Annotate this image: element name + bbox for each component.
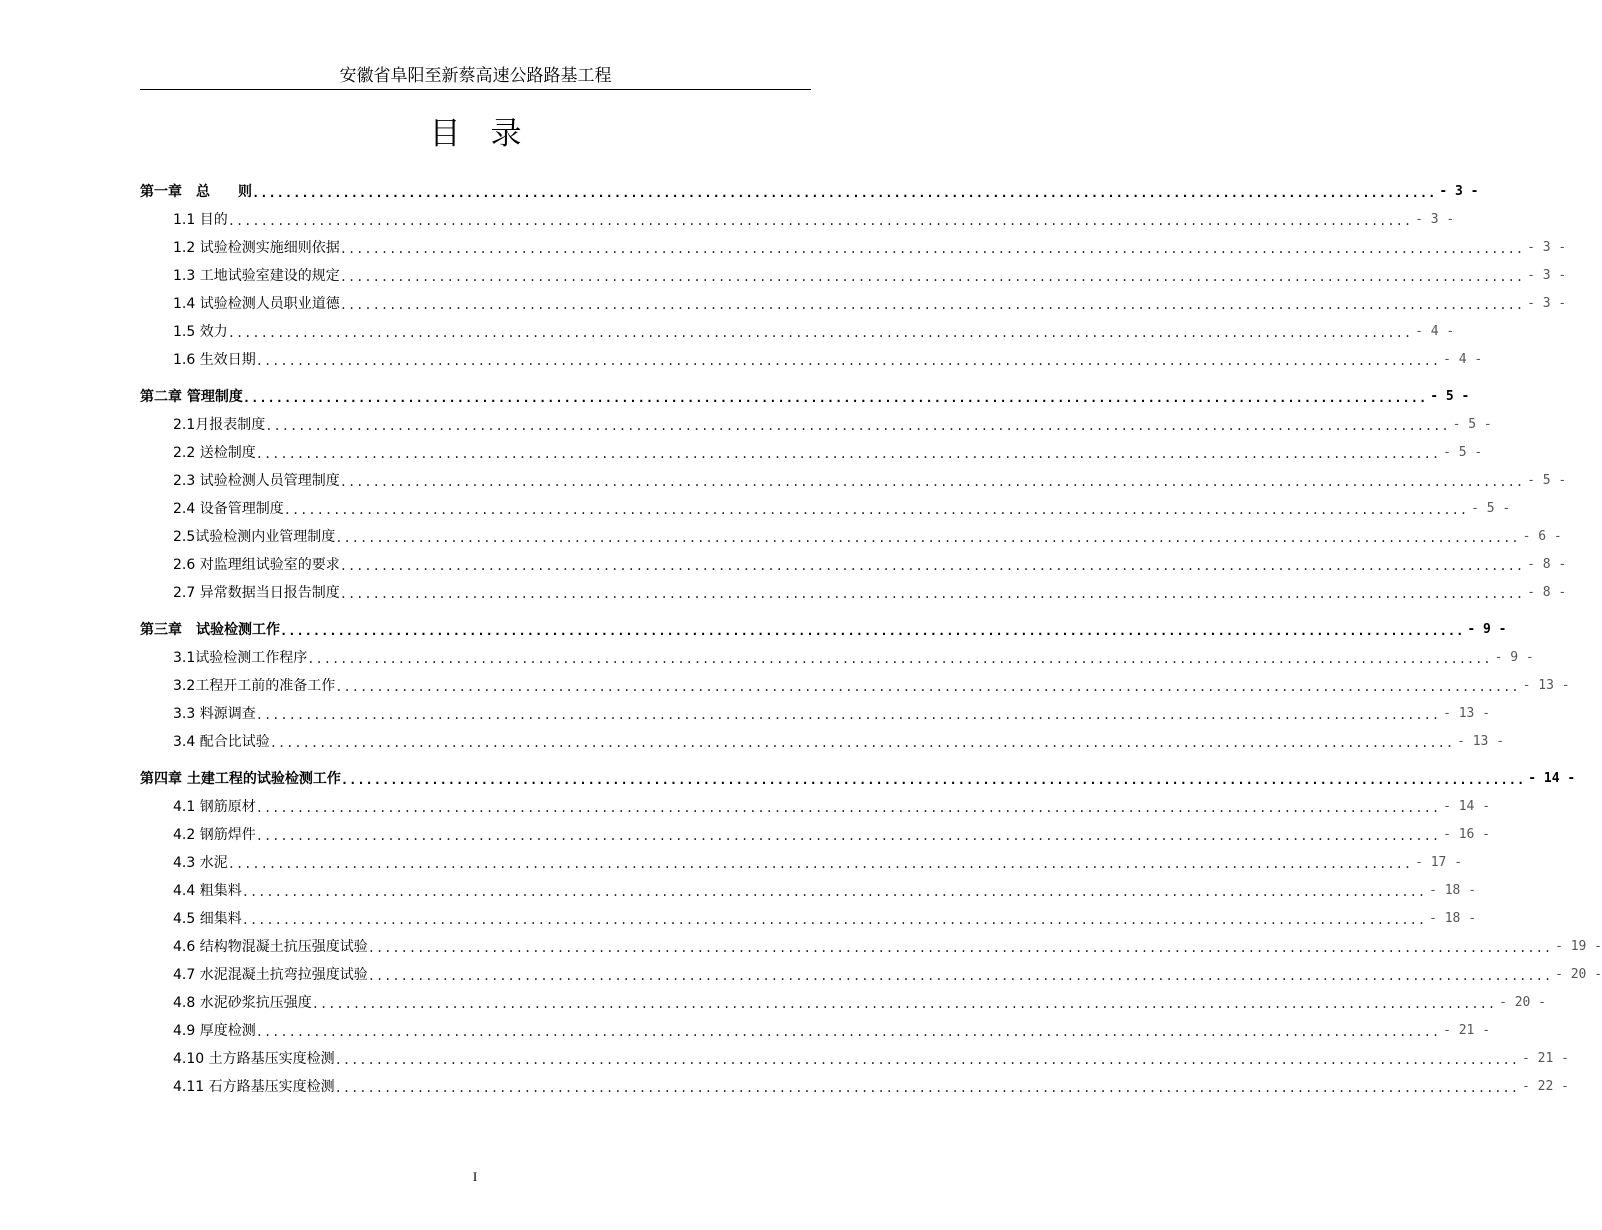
toc-section-entry[interactable]: [173, 469, 1567, 491]
toc-entry-page: - 16 -: [1443, 827, 1491, 842]
toc-section-entry[interactable]: [173, 497, 1511, 519]
toc-entry-page: - 14 -: [1528, 771, 1576, 786]
toc-entry-label: 3.3 料源调查: [173, 706, 256, 722]
toc-leader-dots: ................................................................................................................................................: [339, 587, 1525, 601]
toc-section-entry[interactable]: [173, 1047, 1569, 1069]
toc-entry-label: 1.1 目的: [173, 212, 228, 228]
toc-entry-label: 1.4 试验检测人员职业道德: [173, 296, 340, 312]
toc-leader-dots: ................................................................................................................................................: [340, 773, 1526, 787]
toc-entry-page: - 4 -: [1415, 324, 1455, 339]
toc-entry-page: - 3 -: [1527, 240, 1567, 255]
toc-chapter-entry[interactable]: [140, 180, 1479, 202]
toc-section-entry[interactable]: [173, 646, 1534, 668]
toc-leader-dots: ................................................................................................................................................: [241, 913, 1427, 927]
page-number: I: [472, 1169, 478, 1184]
toc-entry-label: 4.4 粗集料: [173, 883, 242, 899]
header-rule: [140, 89, 811, 90]
toc-entry-page: - 13 -: [1443, 706, 1491, 721]
toc-entry-page: - 19 -: [1555, 939, 1602, 954]
toc-entry-label: 1.5 效力: [173, 324, 228, 340]
toc-section-entry[interactable]: [173, 702, 1491, 724]
toc-leader-dots: ................................................................................................................................................: [265, 419, 1450, 433]
toc-entry-label: 2.2 送检制度: [173, 445, 256, 461]
toc-entry-page: - 18 -: [1429, 883, 1477, 898]
toc-leader-dots: ................................................................................................................................................: [227, 326, 1413, 340]
toc-section-entry[interactable]: [173, 823, 1491, 845]
toc-entry-page: - 8 -: [1527, 585, 1567, 600]
toc-entry-label: 2.6 对监理组试验室的要求: [173, 557, 340, 573]
toc-leader-dots: ................................................................................................................................................: [280, 624, 1465, 638]
toc-entry-label: 2.4 设备管理制度: [173, 501, 284, 517]
toc-section-entry[interactable]: [173, 674, 1570, 696]
toc-section-entry[interactable]: [173, 236, 1567, 258]
toc-section-entry[interactable]: [173, 935, 1602, 957]
toc-chapter-entry[interactable]: [140, 385, 1470, 407]
toc-entry-label: 4.10 土方路基压实度检测: [173, 1051, 335, 1067]
toc-entry-label: 3.2工程开工前的准备工作: [173, 678, 336, 694]
toc-section-entry[interactable]: [173, 441, 1483, 463]
toc-entry-label: 4.5 细集料: [173, 911, 242, 927]
toc-leader-dots: ................................................................................................................................................: [334, 1081, 1519, 1095]
toc-section-entry[interactable]: [173, 208, 1455, 230]
toc-entry-page: - 5 -: [1527, 473, 1567, 488]
toc-entry-label: 4.11 石方路基压实度检测: [173, 1079, 335, 1095]
toc-leader-dots: ................................................................................................................................................: [307, 652, 1492, 666]
toc-leader-dots: ................................................................................................................................................: [339, 475, 1525, 489]
toc-entry-label: 第一章 总 则: [140, 184, 252, 200]
toc-leader-dots: ................................................................................................................................................: [227, 857, 1413, 871]
toc-leader-dots: ................................................................................................................................................: [339, 559, 1525, 573]
toc-entry-page: - 17 -: [1415, 855, 1463, 870]
toc-entry-page: - 5 -: [1443, 445, 1483, 460]
toc-section-entry[interactable]: [173, 320, 1455, 342]
toc-leader-dots: ................................................................................................................................................: [335, 531, 1520, 545]
toc-section-entry[interactable]: [173, 1075, 1569, 1097]
running-header: 安徽省阜阳至新蔡高速公路路基工程: [339, 66, 612, 85]
toc-leader-dots: ................................................................................................................................................: [242, 391, 1428, 405]
toc-leader-dots: ................................................................................................................................................: [367, 941, 1553, 955]
toc-entry-page: - 21 -: [1443, 1023, 1491, 1038]
toc-entry-page: - 21 -: [1521, 1051, 1569, 1066]
toc-entry-page: - 5 -: [1471, 501, 1511, 516]
toc-section-entry[interactable]: [173, 795, 1491, 817]
toc-entry-label: 2.3 试验检测人员管理制度: [173, 473, 340, 489]
toc-leader-dots: ................................................................................................................................................: [339, 242, 1525, 256]
toc-entry-page: - 13 -: [1457, 734, 1505, 749]
toc-leader-dots: ................................................................................................................................................: [339, 270, 1525, 284]
toc-entry-label: 4.7 水泥混凝土抗弯拉强度试验: [173, 967, 368, 983]
toc-entry-label: 1.6 生效日期: [173, 352, 256, 368]
toc-section-entry[interactable]: [173, 963, 1602, 985]
toc-entry-page: - 14 -: [1443, 799, 1491, 814]
toc-entry-label: 第三章 试验检测工作: [140, 622, 280, 638]
toc-leader-dots: ................................................................................................................................................: [255, 1025, 1441, 1039]
toc-section-entry[interactable]: [173, 525, 1562, 547]
toc-leader-dots: ................................................................................................................................................: [283, 503, 1469, 517]
toc-leader-dots: ................................................................................................................................................: [334, 1053, 1519, 1067]
toc-entry-page: - 3 -: [1527, 296, 1567, 311]
toc-entry-page: - 5 -: [1430, 389, 1470, 404]
toc-entry-label: 2.5试验检测内业管理制度: [173, 529, 336, 545]
toc-leader-dots: ................................................................................................................................................: [255, 354, 1441, 368]
toc-leader-dots: ................................................................................................................................................: [339, 298, 1525, 312]
toc-entry-label: 第二章 管理制度: [140, 389, 243, 405]
toc-entry-page: - 4 -: [1443, 352, 1483, 367]
toc-entry-label: 1.3 工地试验室建设的规定: [173, 268, 340, 284]
toc-leader-dots: ................................................................................................................................................: [269, 736, 1455, 750]
toc-entry-label: 3.1试验检测工作程序: [173, 650, 308, 666]
toc-leader-dots: ................................................................................................................................................: [335, 680, 1520, 694]
toc-chapter-entry[interactable]: [140, 767, 1576, 789]
toc-section-entry[interactable]: [173, 348, 1483, 370]
toc-entry-label: 3.4 配合比试验: [173, 734, 270, 750]
toc-entry-page: - 20 -: [1555, 967, 1602, 982]
toc-leader-dots: ................................................................................................................................................: [227, 214, 1413, 228]
toc-section-entry[interactable]: [173, 581, 1567, 603]
toc-entry-label: 2.1月报表制度: [173, 417, 266, 433]
toc-leader-dots: ................................................................................................................................................: [255, 708, 1441, 722]
toc-section-entry[interactable]: [173, 730, 1505, 752]
toc-section-entry[interactable]: [173, 292, 1567, 314]
toc-section-entry[interactable]: [173, 879, 1477, 901]
toc-entry-label: 4.8 水泥砂浆抗压强度: [173, 995, 312, 1011]
toc-section-entry[interactable]: [173, 264, 1567, 286]
toc-leader-dots: ................................................................................................................................................: [252, 186, 1437, 200]
toc-entry-label: 4.6 结构物混凝土抗压强度试验: [173, 939, 368, 955]
toc-chapter-entry[interactable]: [140, 618, 1507, 640]
toc-entry-page: - 5 -: [1452, 417, 1492, 432]
toc-section-entry[interactable]: [173, 907, 1477, 929]
toc-section-entry[interactable]: [173, 1019, 1491, 1041]
toc-entry-page: - 9 -: [1467, 622, 1507, 637]
toc-entry-page: - 6 -: [1522, 529, 1562, 544]
toc-entry-page: - 18 -: [1429, 911, 1477, 926]
toc-entry-page: - 13 -: [1522, 678, 1570, 693]
toc-section-entry[interactable]: [173, 413, 1492, 435]
toc-entry-page: - 3 -: [1439, 184, 1479, 199]
toc-entry-label: 1.2 试验检测实施细则依据: [173, 240, 340, 256]
toc-entry-page: - 22 -: [1521, 1079, 1569, 1094]
toc-section-entry[interactable]: [173, 851, 1463, 873]
toc-entry-page: - 20 -: [1499, 995, 1547, 1010]
toc-leader-dots: ................................................................................................................................................: [255, 801, 1441, 815]
toc-section-entry[interactable]: [173, 991, 1547, 1013]
toc-entry-label: 2.7 异常数据当日报告制度: [173, 585, 340, 601]
toc-section-entry[interactable]: [173, 553, 1567, 575]
toc-entry-label: 4.9 厚度检测: [173, 1023, 256, 1039]
toc-entry-label: 第四章 土建工程的试验检测工作: [140, 771, 341, 787]
toc-entry-label: 4.1 钢筋原材: [173, 799, 256, 815]
toc-leader-dots: ................................................................................................................................................: [255, 829, 1441, 843]
toc-entry-page: - 9 -: [1494, 650, 1534, 665]
toc-entry-page: - 3 -: [1415, 212, 1455, 227]
toc-leader-dots: ................................................................................................................................................: [311, 997, 1497, 1011]
toc-leader-dots: ................................................................................................................................................: [367, 969, 1553, 983]
toc-entry-label: 4.2 钢筋焊件: [173, 827, 256, 843]
toc-entry-page: - 8 -: [1527, 557, 1567, 572]
toc-title: 目录: [429, 116, 552, 152]
toc-leader-dots: ................................................................................................................................................: [241, 885, 1427, 899]
toc-leader-dots: ................................................................................................................................................: [255, 447, 1441, 461]
toc-entry-page: - 3 -: [1527, 268, 1567, 283]
toc-entry-label: 4.3 水泥: [173, 855, 228, 871]
